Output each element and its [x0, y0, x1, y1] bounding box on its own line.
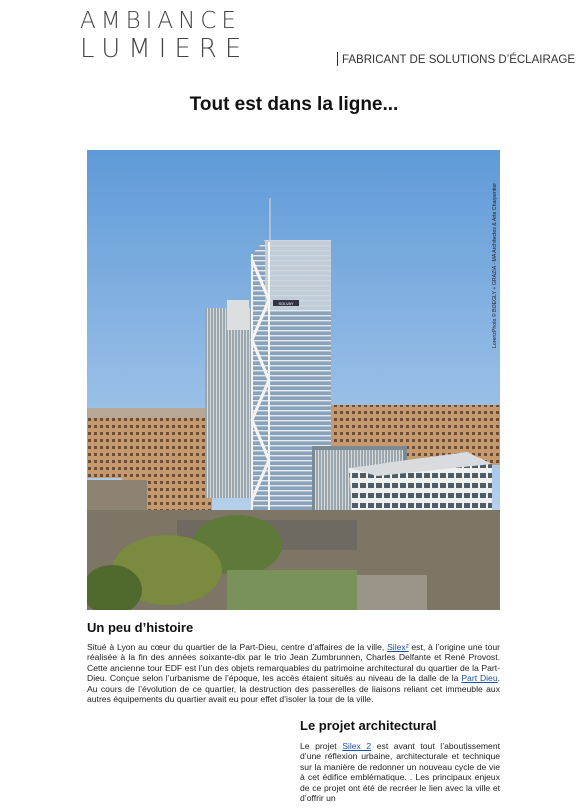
tower-photo	[87, 150, 500, 610]
section-project-text	[300, 741, 500, 803]
silex-2-link[interactable]: Silex 2	[342, 741, 372, 751]
header	[72, 0, 576, 76]
history-text-part: . Au cours de l’évolution de ce quartier, la destruction des passerelles de liaisons reliant cet immeuble aux autres équipements du quartier avait eu pour effet d’isoler la tour de la ville.	[87, 673, 501, 705]
photo-credit	[488, 158, 500, 348]
page-title: Tout est dans la ligne...	[189, 94, 399, 115]
project-text-part: est avant tout l’aboutissement d’une réflexion urbaine, architecturale et technique sur la manière de redonner un nouveau cycle de vie à cet édifice emblématique. . Les principaux enjeux de ce projet ont été de recréer le lien avec la ville et d’offrir un	[300, 741, 500, 804]
section-history-heading: Un peu d’histoire	[87, 620, 194, 635]
history-text-part: Situé à Lyon au cœur du quartier de la Part-Dieu, centre d’affaires de la ville,	[87, 642, 388, 652]
section-history-text	[87, 642, 500, 704]
logo-line-1: AMBIANCE	[80, 8, 241, 34]
part-dieu-link[interactable]: Part Dieu	[461, 673, 498, 684]
section-project-heading: Le projet architectural	[300, 718, 437, 733]
tagline	[337, 52, 575, 66]
logo-line-2: LUMIERE	[80, 34, 250, 64]
tower-sign: SOLVAY	[278, 301, 294, 306]
tagline-text: FABRICANT DE SOLUTIONS D’ÉCLAIRAGE	[342, 54, 576, 66]
history-text-part: est, à l’origine une tour réalisée à la fin des années soixante-dix par le trio Jean Zumbrunnen, Charles Delfante et René Provost. Cette ancienne tour EDF est l’un des objets remarquables du patrimoine architectural du quartier de la Part-Dieu. Conçue selon l’urbanisme de l’époque, les accès étaient situés au niveau de la dalle de la	[87, 642, 500, 684]
photo-credit-text: LorenzPhoto © BOEGLY + GRAZIA - MA Architectes & Arte Charpentier	[492, 183, 498, 348]
project-text-part: Le projet	[300, 741, 343, 751]
divider	[337, 52, 338, 66]
brand-logo[interactable]	[80, 8, 260, 70]
silex-link[interactable]: Silex²	[387, 642, 409, 652]
